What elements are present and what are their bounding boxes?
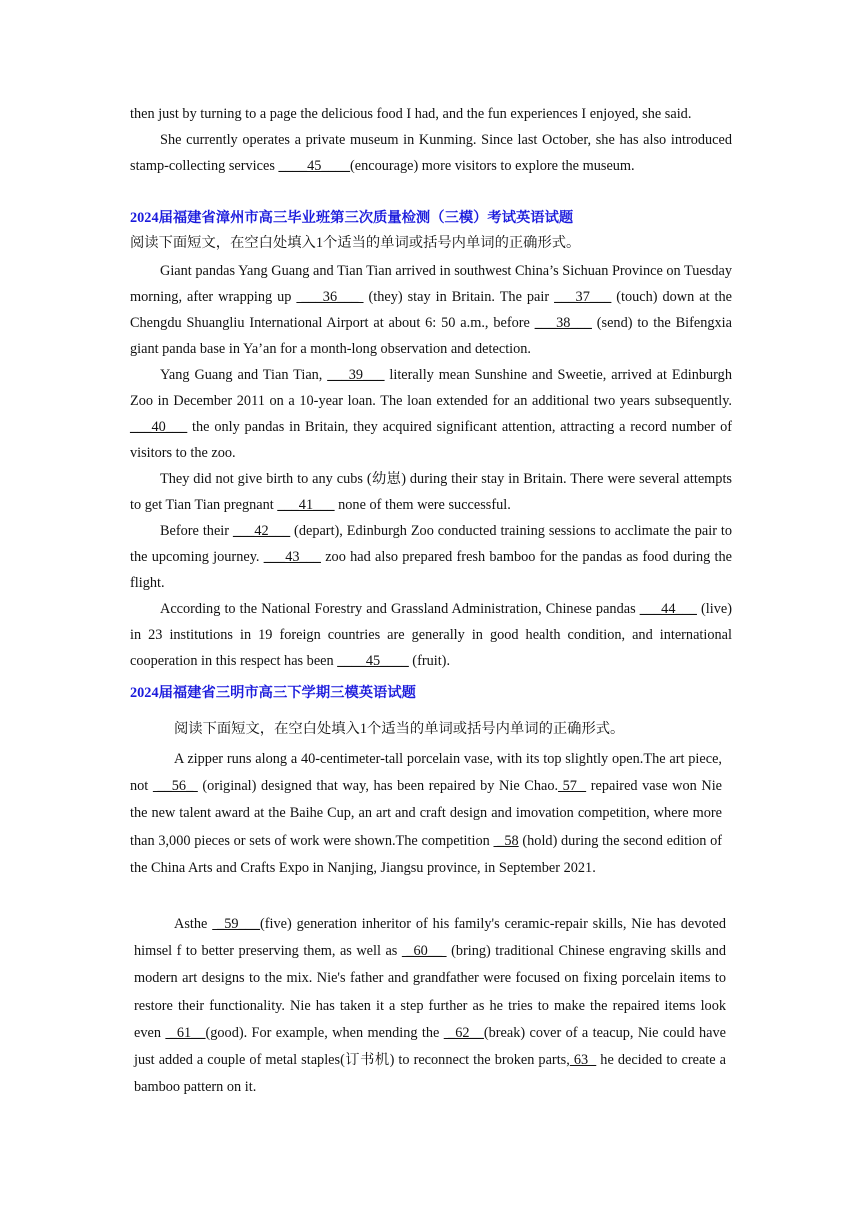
blank-38: ___38___	[534, 315, 592, 331]
text: She currently operates a private museum in Kunming. Since last October, she has also introduced stamp-collecting services	[130, 132, 732, 174]
blank-41: ___41___	[277, 497, 335, 513]
blank-57: 57	[558, 778, 587, 795]
paragraph	[134, 911, 726, 1101]
text: According to the National Forestry and Grassland Administration, Chinese pandas	[160, 601, 640, 617]
instruction: 阅读下面短文，在空白处填入1个适当的单词或括号内单词的正确形式。	[130, 235, 581, 251]
blank-63: 63	[569, 1052, 597, 1069]
text: (touch) down at the Chengdu Shuangliu International Airport at about 6: 50 a.m., before	[130, 289, 732, 331]
paragraph	[130, 746, 722, 882]
text: (encourage) more visitors to explore the museum.	[349, 158, 635, 174]
text: Asthe	[174, 916, 213, 932]
text: Before their	[160, 523, 233, 539]
passage-nie	[134, 911, 726, 1101]
text: (depart), Edinburgh Zoo conducted training sessions to acclimate the pair to the upcoming journey.	[130, 523, 732, 565]
blank-37: ___37___	[554, 289, 612, 305]
passage-pandas	[130, 258, 732, 674]
text: (they) stay in Britain. The pair	[363, 289, 555, 305]
blank-61: _61__	[165, 1024, 206, 1041]
text: They did not give birth to any cubs (幼崽) during their stay in Britain. There were several attempts to get Tian Tian pregnant	[130, 471, 732, 513]
blank-62: _62__	[443, 1024, 484, 1041]
text: (fruit).	[408, 653, 451, 669]
exam-title-sanming: 2024届福建省三明市高三下学期三模英语试题	[130, 685, 416, 701]
paragraph	[130, 258, 732, 362]
text: (five) generation inheritor of his family's ceramic-repair skills, Nie has devoted himsel f to better preserving them, as well as	[134, 916, 726, 960]
blank-44: ___44___	[639, 601, 697, 617]
text: repaired vase won Nie the new talent award at the Baihe Cup, an art and craft design and imovation competition, where more than 3,000 pieces or sets of work were shown.The competition	[130, 778, 723, 849]
blank-36: ___36___	[296, 289, 364, 305]
text: A zipper runs along a 40-centimeter-tall porcelain vase, with its top slightly open.The art piece, not	[130, 751, 722, 795]
blank-59: _59___	[212, 916, 260, 932]
text: Yang Guang and Tian Tian,	[160, 367, 328, 383]
blank-45: ____45____	[278, 158, 350, 174]
exam-title-zhangzhou: 2024届福建省漳州市高三毕业班第三次质量检测（三模）考试英语试题	[130, 210, 574, 226]
blank-40: ___40___	[130, 419, 188, 435]
blank-39: ___39___	[327, 367, 385, 383]
text: the only pandas in Britain, they acquired significant attention, attracting a record number of visitors to the zoo.	[130, 419, 732, 461]
paragraph: then just by turning to a page the delicious food I had, and the fun experiences I enjoyed, she said.	[130, 106, 692, 122]
text: (original) designed that way, has been repaired by Nie Chao.	[197, 778, 559, 795]
text: (hold) during the second edition of the China Arts and Crafts Expo in Nanjing, Jiangsu province, in September 2021.	[130, 832, 722, 876]
paragraph	[130, 518, 732, 596]
blank-58: _58	[493, 832, 519, 849]
instruction: 阅读下面短文，在空白处填入1个适当的单词或括号内单词的正确形式。	[174, 721, 625, 737]
paragraph	[130, 596, 732, 674]
text: he decided to create a bamboo pattern on it.	[134, 1052, 726, 1096]
text: (good). For example, when mending the	[205, 1024, 444, 1041]
paragraph	[130, 362, 732, 466]
blank-60: _60__	[401, 943, 447, 960]
blank-56: __56_	[152, 778, 198, 795]
passage-continuation	[130, 101, 732, 179]
text: (send) to the Bifengxia giant panda base in Ya’an for a month-long observation and detection.	[130, 315, 733, 357]
text: zoo had also prepared fresh bamboo for the pandas as food during the flight.	[130, 549, 733, 591]
text: literally mean Sunshine and Sweetie, arrived at Edinburgh Zoo in December 2011 on a 10-year loan. The loan extended for an additional two years subsequently.	[130, 367, 732, 409]
blank-43: ___43___	[263, 549, 321, 565]
paragraph	[130, 127, 732, 179]
text: none of them were successful.	[334, 497, 511, 513]
text: Giant pandas Yang Guang and Tian Tian arrived in southwest China’s Sichuan Province on Tuesday morning, after wrapping up	[130, 263, 732, 305]
text: (bring) traditional Chinese engraving skills and modern art designs to the mix. Nie's father and grandfather were focused on fixing porcelain items to restore their functionality. Nie has taken it a step further as he tries to make the repaired items look even	[134, 943, 727, 1041]
blank-42: ___42___	[232, 523, 291, 539]
text: (break) cover of a teacup, Nie could have just added a couple of metal staples(订书机) to reconnect the broken parts,	[134, 1024, 726, 1069]
text: (live) in 23 institutions in 19 foreign countries are generally in good health condition, and international cooperation in this respect has been	[130, 601, 732, 669]
paragraph	[130, 466, 732, 518]
passage-vase	[130, 746, 722, 882]
blank-45b: ____45____	[337, 653, 409, 669]
